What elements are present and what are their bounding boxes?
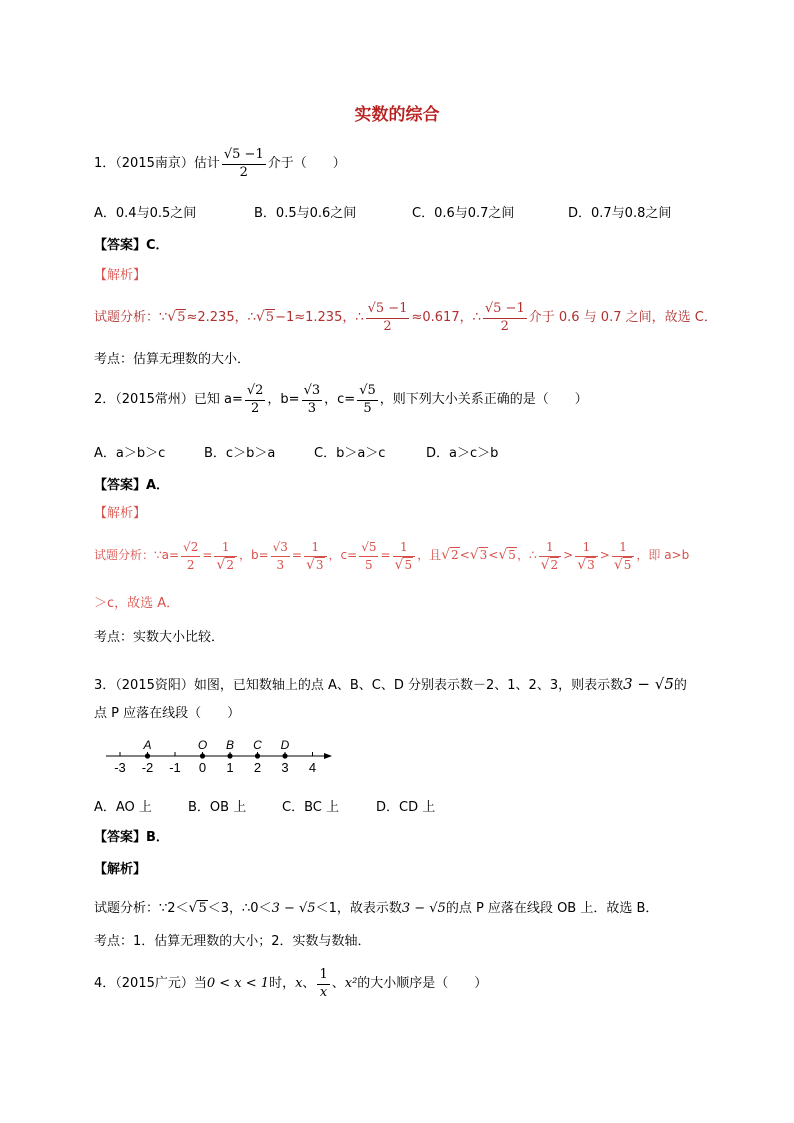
q3-stem-line2: 点 P 应落在线段（ ）	[94, 706, 241, 721]
q3-answer: 【答案】B．	[94, 830, 169, 845]
point-label: B	[225, 738, 235, 752]
number-line	[100, 736, 340, 778]
axis-label: -3	[114, 760, 126, 775]
q1-analysis-label: 【解析】	[94, 268, 147, 283]
axis-label: 0	[198, 760, 207, 775]
q2-analysis-line2: ＞c，故选 A．	[94, 596, 180, 611]
q3-analysis: 试题分析：∵2＜√5＜3，∴0＜3 − √5＜1，故表示数3 − √5的点 P 应落在线段 OB 上．故选 B．	[94, 900, 659, 916]
q3-stem-line1: 3．（2015资阳）如图，已知数轴上的点 A、B、C、D 分别表示数－2、1、2、3，则表示数3 − √5的	[94, 675, 687, 693]
point-marker	[227, 753, 232, 758]
axis-label: -2	[141, 760, 154, 775]
point-marker	[255, 753, 260, 758]
q2-analysis: 试题分析：∵a= $\frac{√2}{2}$ = $\frac{1}{√2}$ ，b= $\frac{√3}{3}$ = $\frac{1}{√3}$ ，c= $\frac{√5}{5}$ = $\frac{1}{√5}$ ，且√2<√3<√5，∴ $\frac{1}{√2}$ > $\frac{1}{√3}$ > $\frac{1}{√5}$ ，即 a>b	[94, 540, 690, 573]
point-marker	[145, 753, 150, 758]
q2-answer: 【答案】A．	[94, 478, 170, 493]
q3-analysis-label: 【解析】	[94, 862, 147, 877]
q2-stem: 2．（2015常州）已知 a= $\frac{√2}{2}$ ，b= $\frac{√3}{3}$ ，c= $\frac{√5}{5}$ ，则下列大小关系正确的是（ ）	[94, 383, 588, 416]
q2-kaodian: 考点：实数大小比较．	[94, 630, 225, 645]
q1-analysis: 试题分析：∵√5≈2.235，∴√5−1≈1.235，∴ $\frac{√5 -1}{2}$ ≈0.617，∴ $\frac{√5 -1}{2}$ 介于 0.6 与 0.7 之间，故选 C．	[94, 301, 717, 334]
axis-label: 2	[253, 760, 262, 775]
q1-fraction: $\frac{√5 -1}{2}$	[223, 147, 264, 180]
point-marker	[282, 753, 287, 758]
q3-kaodian: 考点：1．估算无理数的大小；2．实数与数轴．	[94, 934, 371, 949]
point-label: O	[197, 738, 208, 752]
page-title: 实数的综合	[354, 105, 440, 125]
point-marker	[200, 753, 205, 758]
point-label: A	[143, 738, 152, 752]
q3-options: A．AO 上 B．OB 上 C．BC 上 D．CD 上	[94, 800, 436, 815]
q1-answer: 【答案】C．	[94, 238, 169, 253]
point-label: C	[253, 738, 262, 752]
axis-label: 1	[226, 760, 234, 775]
q1-options: A．0.4与0.5之间 B．0.5与0.6之间 C．0.6与0.7之间 D．0.7与0.8之间	[94, 206, 672, 221]
axis-label: 3	[281, 760, 289, 775]
point-label: D	[280, 738, 290, 752]
axis-label: 4	[308, 760, 317, 775]
q2-analysis-label: 【解析】	[94, 506, 147, 521]
axis-label: -1	[169, 760, 181, 775]
q2-options: A．a＞b＞c B．c＞b＞a C．b＞a＞c D．a＞c＞b	[94, 446, 499, 461]
q1-kaodian: 考点：估算无理数的大小．	[94, 352, 251, 367]
q4-stem: 4．（2015广元）当0 < x < 1时，x、 $\frac{1}{x}$ 、x²的大小顺序是（ ）	[94, 967, 488, 1000]
q1-stem: 1．（2015南京）估计 $\frac{√5 -1}{2}$ 介于（ ）	[94, 147, 346, 180]
